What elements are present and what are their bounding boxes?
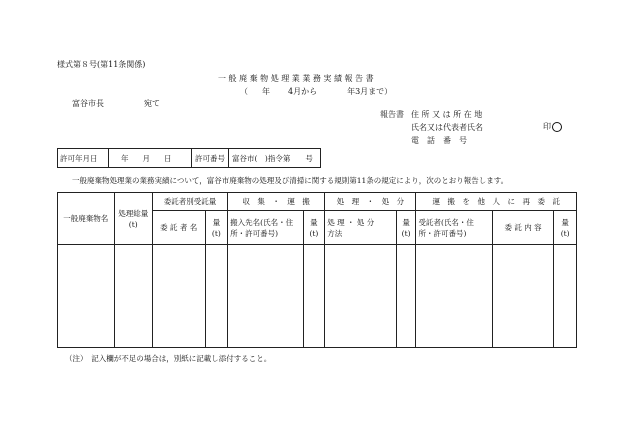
trustee-line2: 所・許可番号) [418, 228, 467, 238]
form-number: 様式第８号(第11条関係) [57, 60, 146, 69]
period-year: 年 [262, 87, 270, 96]
period-to: 年3月まで） [347, 87, 393, 96]
cell-consignor[interactable] [152, 245, 205, 348]
permit-month: 月 [142, 153, 150, 163]
header-reentrust-amount [554, 211, 577, 245]
transport-amount-line2: (t) [309, 228, 319, 238]
header-disposal-amount [396, 211, 416, 245]
received-amount-line2: (t) [211, 228, 221, 238]
cell-transport-amount[interactable] [303, 245, 325, 348]
table-row [58, 245, 577, 348]
disposal-amount-line2: (t) [401, 228, 411, 238]
transport-amount-line1: 量 [310, 217, 318, 227]
reentrust-amount-line1: 量 [561, 217, 569, 227]
permit-box [57, 148, 321, 168]
page-title: 一 般 廃 棄 物 処 理 業 業 務 実 績 報 告 書 [218, 74, 374, 83]
header-transport: 収 集 ・ 運 搬 [228, 193, 325, 211]
cell-waste-name[interactable] [58, 245, 115, 348]
footnote: （注） 記入欄が不足の場合は，別紙に記載し添付すること。 [65, 354, 272, 363]
received-amount-line1: 量 [212, 217, 221, 227]
cell-total[interactable] [114, 245, 152, 348]
period-open: （ [240, 87, 248, 96]
method-line1: 処 理 ・ 処 分 [327, 217, 375, 227]
addressee-suffix: 宛て [144, 99, 160, 108]
header-content: 委 託 内 容 [492, 211, 553, 245]
seal-mark [543, 122, 562, 132]
header-total-line2: (t) [128, 219, 138, 229]
cell-content[interactable] [492, 245, 553, 348]
addressee [72, 99, 160, 109]
cell-destination[interactable] [228, 245, 303, 348]
report-table [57, 192, 577, 348]
seal-char: 印 [543, 122, 551, 131]
cell-disposal-amount[interactable] [396, 245, 416, 348]
period-line [240, 87, 392, 97]
header-transport-amount [303, 211, 325, 245]
header-received-amount [205, 211, 228, 245]
header-total [114, 193, 152, 245]
disposal-amount-line1: 量 [402, 217, 410, 227]
header-reentrust: 運 搬 を 他 人 に 再 委 託 [416, 193, 577, 211]
addressee-city: 富谷市長 [72, 99, 104, 108]
permit-day: 日 [164, 153, 172, 163]
intro-text: 一般廃棄物処理業の業務実績について，富谷市廃棄物の処理及び清掃に関する規則第11条の規定により，次のとおり報告します。 [72, 176, 509, 185]
trustee-line1: 受託者(氏名・住 [418, 217, 474, 227]
permit-year: 年 [121, 153, 129, 163]
header-disposal: 処 理 ・ 処 分 [325, 193, 416, 211]
reporter-label: 報告書 [380, 110, 404, 119]
header-waste-name: 一般廃棄物名 [58, 193, 115, 245]
header-destination [228, 211, 303, 245]
header-method [325, 211, 397, 245]
permit-date-value[interactable] [109, 149, 192, 168]
cell-method[interactable] [325, 245, 397, 348]
reporter-name-label: 氏名又は代表者氏名 [411, 123, 483, 132]
header-consignor: 委 託 者 名 [152, 211, 205, 245]
reentrust-amount-line2: (t) [560, 228, 570, 238]
cell-reentrust-amount[interactable] [554, 245, 577, 348]
permit-date-label: 許可年月日 [58, 149, 109, 168]
seal-circle-icon [552, 122, 562, 132]
header-trustee [416, 211, 492, 245]
reporter-address-label: 住 所 又 は 所 在 地 [411, 110, 483, 119]
permit-number-value[interactable]: 富谷市( )指令第 号 [229, 149, 321, 168]
permit-number-label: 許可番号 [192, 149, 229, 168]
method-line2: 方法 [327, 228, 343, 238]
reporter-phone-label: 電 話 番 号 [411, 136, 467, 145]
cell-trustee[interactable] [416, 245, 492, 348]
destination-line2: 所・許可番号) [230, 228, 279, 238]
header-received: 委託者別受託量 [152, 193, 227, 211]
period-from: 4月から [288, 87, 318, 96]
cell-received-amount[interactable] [205, 245, 228, 348]
header-total-line1: 処理総量 [118, 208, 149, 218]
destination-line1: 搬入先名(氏名・住 [230, 217, 294, 227]
